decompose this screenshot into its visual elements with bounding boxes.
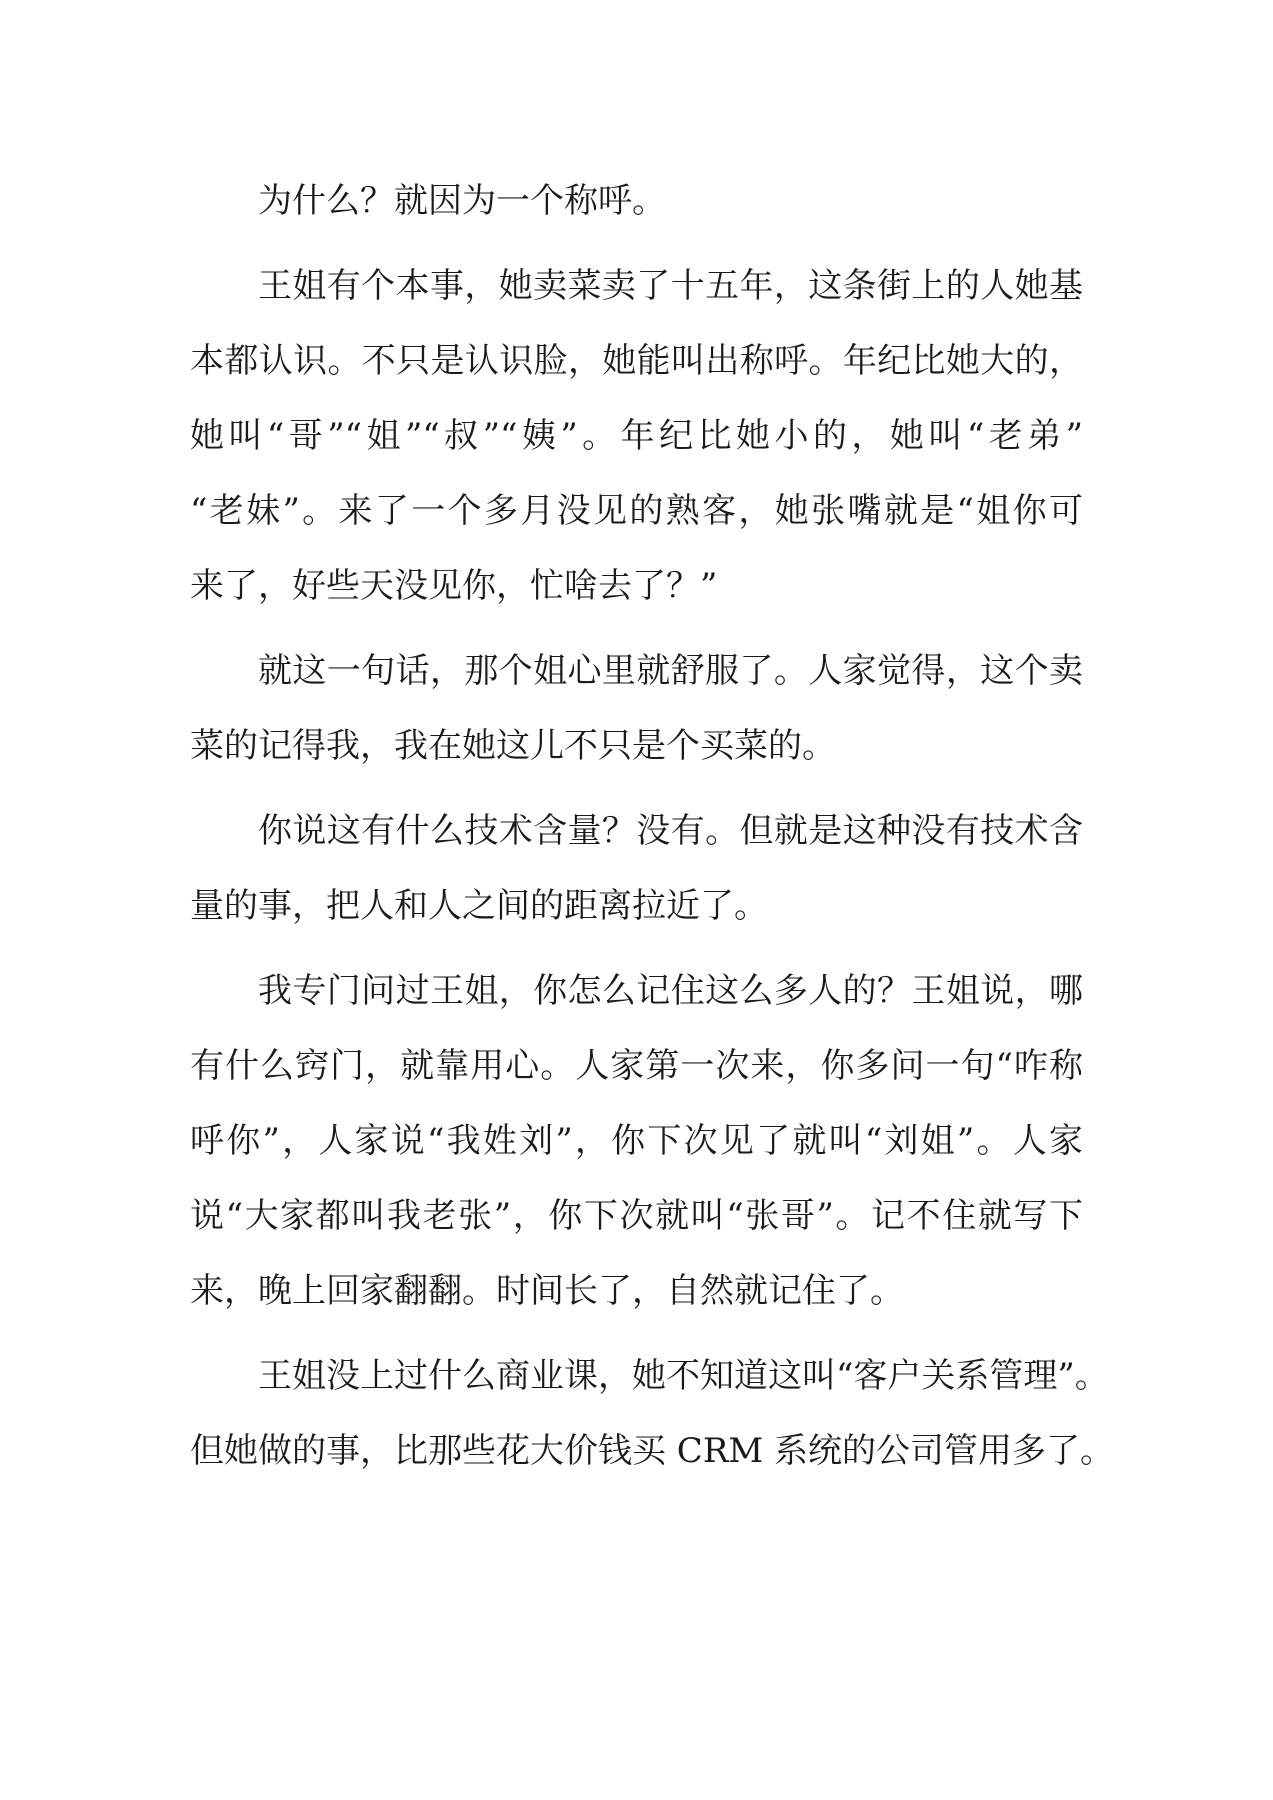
paragraph-4-line-2: 量的事，把人和人之间的距离拉近了。 <box>190 886 768 926</box>
paragraph-2-line-1: 王姐有个本事，她卖菜卖了十五年，这条街上的人她基 <box>258 266 1083 306</box>
paragraph-3-line-2: 菜的记得我，我在她这儿不只是个买菜的。 <box>190 726 836 766</box>
paragraph-2-line-3: 她叫“哥”“姐”“叔”“姨”。年纪比她小的，她叫“老弟” <box>190 416 1083 456</box>
paragraph-2-line-4: “老妹”。来了一个多月没见的熟客，她张嘴就是“姐你可 <box>190 491 1083 531</box>
paragraph-6-line-2: 但她做的事，比那些花大价钱买 CRM 系统的公司管用多了。 <box>190 1431 1115 1471</box>
paragraph-5-line-2: 有什么窍门，就靠用心。人家第一次来，你多问一句“咋称 <box>190 1046 1083 1086</box>
paragraph-5-line-5: 来，晚上回家翻翻。时间长了，自然就记住了。 <box>190 1271 904 1311</box>
paragraph-5-line-3: 呼你”，人家说“我姓刘”，你下次见了就叫“刘姐”。人家 <box>190 1121 1083 1161</box>
paragraph-2-line-5: 来了，好些天没见你，忙啥去了？” <box>190 566 718 606</box>
paragraph-5-line-1: 我专门问过王姐，你怎么记住这么多人的？王姐说，哪 <box>258 971 1083 1011</box>
paragraph-5-line-4: 说“大家都叫我老张”，你下次就叫“张哥”。记不住就写下 <box>190 1196 1083 1236</box>
paragraph-2-line-2: 本都认识。不只是认识脸，她能叫出称呼。年纪比她大的， <box>190 341 1083 381</box>
paragraph-4-line-1: 你说这有什么技术含量？没有。但就是这种没有技术含 <box>258 811 1083 851</box>
paragraph-6-line-1: 王姐没上过什么商业课，她不知道这叫“客户关系管理”。 <box>258 1356 1109 1396</box>
paragraph-1-line-1: 为什么？就因为一个称呼。 <box>258 181 666 221</box>
paragraph-3-line-1: 就这一句话，那个姐心里就舒服了。人家觉得，这个卖 <box>258 651 1083 691</box>
